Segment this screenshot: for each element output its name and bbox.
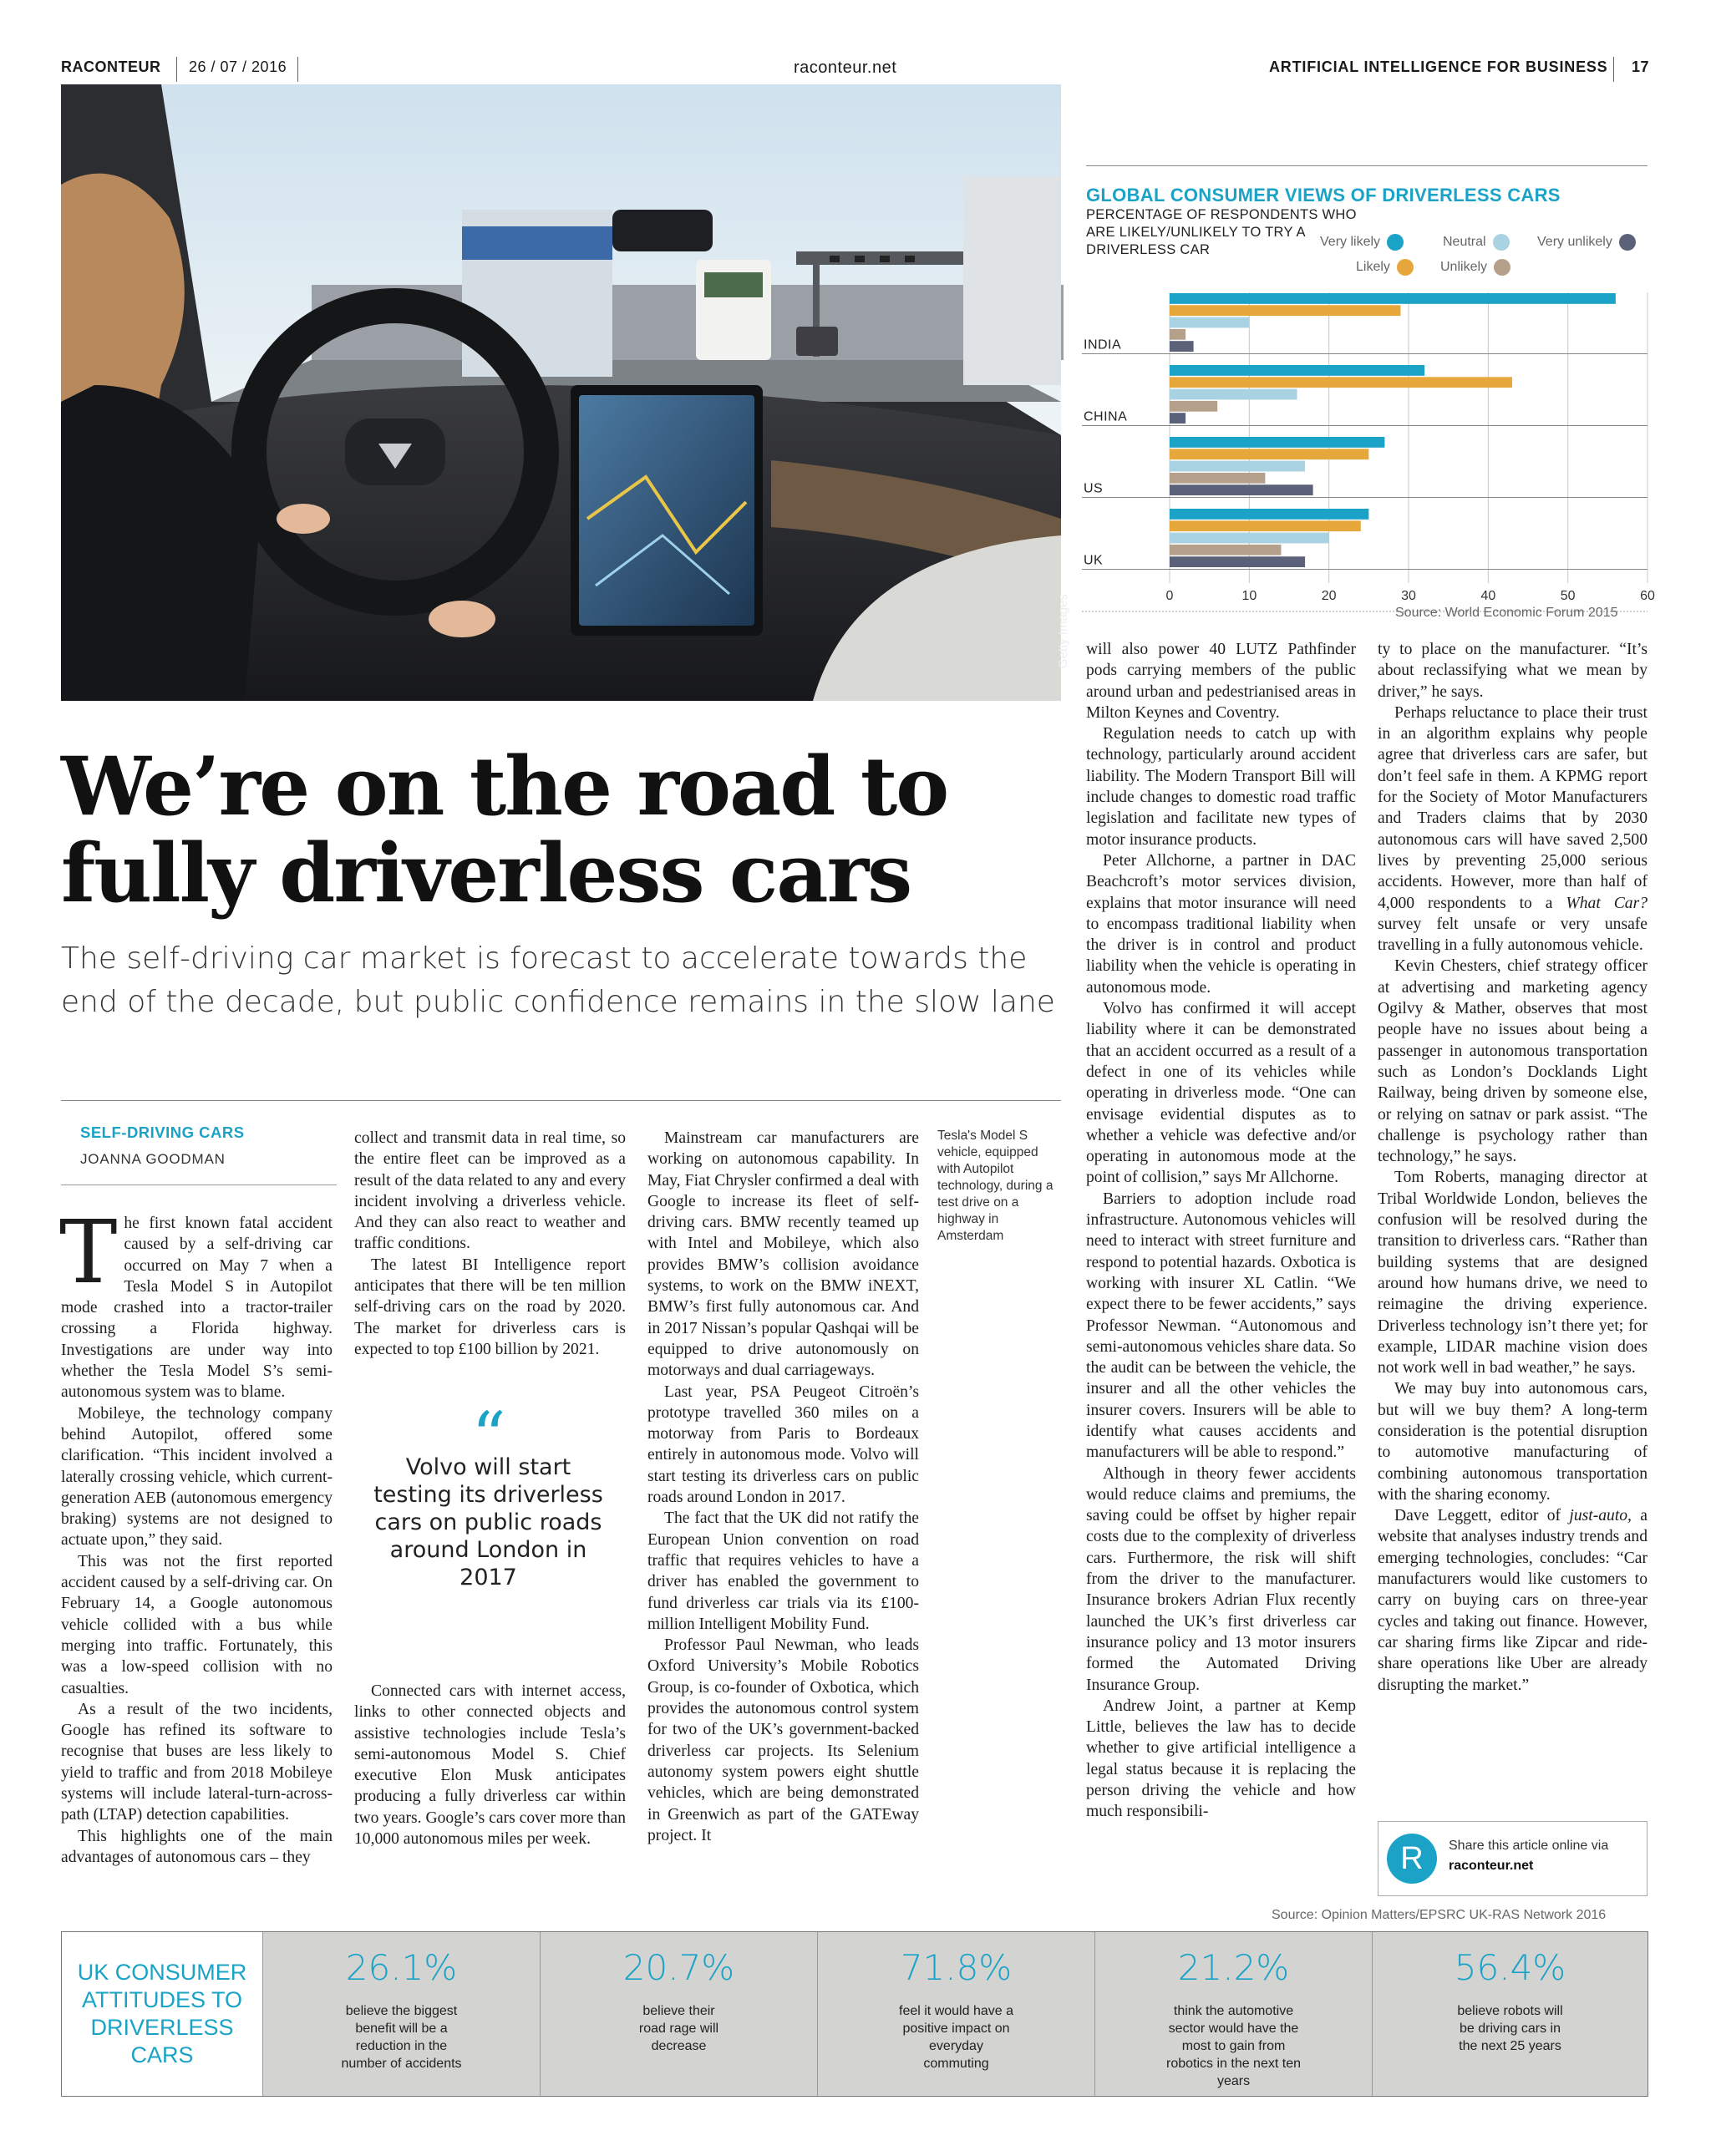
headline-line: We’re on the road to xyxy=(61,739,948,834)
legend-swatch xyxy=(1387,234,1404,251)
stat-text: think the automotive sector would have the most to gain from robotics in the next ten years xyxy=(1166,2004,1301,2088)
bar xyxy=(1170,461,1305,472)
stat-item xyxy=(1372,1932,1648,2096)
x-tick-label: 60 xyxy=(1640,589,1655,603)
paragraph: Although in theory fewer accidents would reduce claims and premiums, the saving could be offset by higher repair costs due to the complexity of driverless cars. Furthermore, the risk will shift from the driver to the manufacturer. Insurance brokers Adrian Flux recently launched the UK’s first driverless car insurance policy and 13 motor insurers formed the Automated Driving Insurance Group. xyxy=(1086,1464,1356,1694)
bar xyxy=(1170,556,1305,567)
x-tick-label: 40 xyxy=(1480,589,1496,603)
stat-text: believe their road rage will decrease xyxy=(638,2004,719,2053)
stats-source: Source: Opinion Matters/EPSRC UK-RAS Network 2016 xyxy=(1272,1908,1607,1922)
category-label: US xyxy=(1084,481,1104,496)
stat-item xyxy=(817,1932,1094,2096)
paragraph: Connected cars with internet access, links to other connected objects and assistive technologies include Tesla’s semi-autonomous Model S. Chief executive Elon Musk anticipates producing a fully driverless car within two years. Google’s cars cover more than 10,000 autonomous miles per week. xyxy=(354,1682,626,1849)
paragraph: Barriers to adoption include road infrastructure. Autonomous vehicles will need to interact with street furniture and respond to potential hazards. Oxbotica is working with insurer XL Catlin. “We expect there to be fewer accidents,” says Professor Newman. “Autonomous and semi-autonomous vehicles share data. So the audit can be between the vehicle, the insurer and all the other vehicles the insurer covers. Insurers will be able to identify what causes accidents and manufacturers will be able to respond.” xyxy=(1086,1190,1356,1462)
byline-topic: SELF-DRIVING CARS xyxy=(80,1124,245,1141)
stats-label: UK CONSUMER ATTITUDES TO DRIVERLESS CARS xyxy=(62,1932,262,2096)
paragraph: This was not the first reported accident caused by a self-driving car. On February 14, a Google autonomous vehicle collided with a bus while merging into traffic. Fortunately, this was a low-speed collision with no casualties. xyxy=(61,1552,333,1697)
paragraph: Dave Leggett, editor of just-auto, a website that analyses industry trends and emerging technologies, concludes: “Car manufacturers would like customers to carry on buying cars on three-year cycles and taking out finance. However, car sharing firms like Zipcar and ride-share operations like Uber are already disrupting the market.” xyxy=(1378,1507,1648,1694)
bar xyxy=(1170,545,1281,555)
stat-text: believe robots will be driving cars in the next 25 years xyxy=(1457,2004,1563,2053)
chart-subtitle: PERCENTAGE OF RESPONDENTS WHO ARE LIKELY/UNLIKELY TO TRY A DRIVERLESS CAR xyxy=(1086,207,1357,257)
paragraph: he first known fatal accident caused by a self-driving car occurred on May 7 when a Tesla Model S in Autopilot mode crashed into a tractor-trailer crossing a Florida highway. Investigations are under way into whether the Tesla Model S’s semi-autonomous system was to blame. xyxy=(61,1215,333,1402)
stat-value: 56.4% xyxy=(1454,1947,1566,1988)
bar xyxy=(1170,341,1194,352)
legend-very-likely: Very likely xyxy=(1320,234,1404,251)
legend-likely: Likely xyxy=(1356,259,1414,276)
car-interior-illustration xyxy=(61,84,1061,701)
bar xyxy=(1170,484,1313,495)
chart-title: GLOBAL CONSUMER VIEWS OF DRIVERLESS CARS xyxy=(1086,185,1561,205)
brand-name: RACONTEUR xyxy=(61,58,161,75)
hero-photo xyxy=(61,84,1070,701)
paragraph: The latest BI Intelligence report anticipates that there will be ten million self-driving cars on the road by 2020. The market for driverless cars is expected to top £100 billion by 2021. xyxy=(354,1256,626,1358)
bar xyxy=(1170,365,1424,376)
bar xyxy=(1170,377,1512,388)
issue-date: 26 / 07 / 2016 xyxy=(189,58,287,75)
stat-value: 26.1% xyxy=(345,1947,458,1988)
bar xyxy=(1170,401,1217,412)
bar xyxy=(1170,305,1400,316)
section-title: ARTIFICIAL INTELLIGENCE FOR BUSINESS xyxy=(1269,58,1608,75)
bar xyxy=(1170,293,1616,304)
paragraph: will also power 40 LUTZ Pathfinder pods carrying members of the public around urban and pedestrianised areas in Milton Keynes and Coventry. xyxy=(1086,641,1356,722)
bar xyxy=(1170,533,1329,544)
share-link[interactable]: raconteur.net xyxy=(1449,1859,1534,1873)
category-label: CHINA xyxy=(1084,409,1128,424)
bar xyxy=(1170,329,1186,340)
section-divider xyxy=(61,1100,1061,1101)
article-column-4 xyxy=(1086,639,1356,1823)
paragraph: ty to place on the manufacturer. “It’s about reclassifying what we mean by driver,” he says. xyxy=(1378,641,1648,701)
site-url[interactable]: raconteur.net xyxy=(794,58,897,77)
byline-author: JOANNA GOODMAN xyxy=(80,1151,226,1167)
quote-icon: “ xyxy=(471,1398,506,1475)
stat-text: believe the biggest benefit will be a reduction in the number of accidents xyxy=(341,2004,462,2071)
stats-panel xyxy=(61,1931,1648,2097)
paragraph: Mobileye, the technology company behind Autopilot, offered some clarification. “This incident involved a laterally crossing vehicle, which current-generation AEB (autonomous emergency braking) systems are not designed to actuate upon,” they said. xyxy=(61,1404,333,1550)
paragraph: The fact that the UK did not ratify the European Union convention on road traffic that requires vehicles to have a driver has enabled the government to fund driverless car trials via its £100-million Intelligent Mobility Fund. xyxy=(647,1509,919,1633)
stat-item xyxy=(540,1932,817,2096)
pull-quote: Volvo will start testing its driverless cars on public roads around London in 2017 xyxy=(373,1454,603,1590)
share-box[interactable] xyxy=(1378,1821,1648,1896)
bar xyxy=(1170,449,1368,459)
page-number: 17 xyxy=(1632,58,1650,75)
stat-text: feel it would have a positive impact on everyday commuting xyxy=(899,2004,1013,2071)
paragraph: Kevin Chesters, chief strategy officer at advertising and marketing agency Ogilvy & Mather, observes that most people have no issues about being a passenger in autonomous transportation such as London’s Docklands Light Railway, being driven by someone else, or relying on satnav or park assist. “The challenge is psychology rather than technology,” he says. xyxy=(1378,957,1648,1166)
paragraph: This highlights one of the main advantages of autonomous cars – they xyxy=(61,1827,333,1866)
stat-value: 20.7% xyxy=(622,1947,735,1988)
legend-very-unlikely: Very unlikely xyxy=(1537,234,1636,251)
legend-swatch xyxy=(1493,234,1510,251)
article-column-2 xyxy=(354,1128,626,1360)
paragraph: Peter Allchorne, a partner in DAC Beachcroft’s motor services division, explains that motor insurance will need to encompass traditional liability when the driver is in control and product liability when the vehicle is operating in autonomous mode. xyxy=(1086,851,1356,997)
paragraph: Perhaps reluctance to place their trust in an algorithm explains why people agree that driverless cars are safer, but don’t feel safe in them. A KPMG report for the Society of Motor Manufacturers and Traders claims that by 2030 autonomous cars will have saved 2,500 lives by preventing 25,000 serious accidents. However, more than half of 4,000 respondents to a What Car? survey felt unsafe or very unsafe travelling in a fully autonomous vehicle. xyxy=(1378,703,1648,955)
paragraph: Andrew Joint, a partner at Kemp Little, believes the law has to decide whether to give artificial intelligence a legal status because it is replacing the person driving the vehicle and how much responsibili- xyxy=(1086,1697,1356,1821)
header-divider xyxy=(1613,57,1614,82)
category-label: UK xyxy=(1084,553,1104,568)
header-divider xyxy=(297,57,298,82)
article-column-5 xyxy=(1378,639,1648,1696)
legend-swatch xyxy=(1619,234,1636,251)
header-divider xyxy=(176,57,177,82)
photo-caption: Tesla's Model S vehicle, equipped with Autopilot technology, during a test drive on a highway in Amsterdam xyxy=(937,1129,1054,1243)
article-column-3 xyxy=(647,1128,919,1846)
x-tick-label: 30 xyxy=(1401,589,1416,603)
drop-cap: T xyxy=(59,1201,118,1303)
stat-item xyxy=(1094,1932,1372,2096)
standfirst: The self-driving car market is forecast to accelerate towards the end of the decade, but public confidence remains in the slow lane xyxy=(61,941,1055,1019)
paragraph: Professor Paul Newman, who leads Oxford University’s Mobile Robotics Group, is co-founder of Oxbotica, which provides the autonomous control system for two of the UK’s government-backed driverless car projects. Its Selenium autonomy system powers eight shuttle vehicles, which are being demonstrated in Greenwich as part of the GATEway project. It xyxy=(647,1636,919,1844)
legend-neutral: Neutral xyxy=(1443,234,1510,251)
legend-swatch xyxy=(1494,259,1510,276)
x-tick-label: 0 xyxy=(1165,589,1174,603)
headline xyxy=(61,739,1064,921)
legend-unlikely: Unlikely xyxy=(1440,259,1510,276)
bar xyxy=(1170,473,1265,484)
stat-value: 71.8% xyxy=(900,1947,1013,1988)
article-column-2-continued xyxy=(354,1681,626,1849)
chart-top-rule xyxy=(1086,165,1648,166)
paragraph: We may buy into autonomous cars, but will we buy them? A long-term consideration is the potential disruption to automotive manufacturing of combining autonomous transportation with the sharing economy. xyxy=(1378,1380,1648,1504)
x-tick-label: 20 xyxy=(1321,589,1337,603)
chart-source: Source: World Economic Forum 2015 xyxy=(1395,606,1618,620)
raconteur-logo-icon: R xyxy=(1387,1834,1437,1884)
bar xyxy=(1170,389,1297,400)
paragraph: Tom Roberts, managing director at Tribal Worldwide London, believes the confusion will be resolved during the transition to driverless cars. “Rather than building systems that are designed around how humans drive, we need to reimagine the driving experience. Driverless technology isn’t there yet; for example, LIDAR machine vision does not work well in bad weather,” he says. xyxy=(1378,1169,1648,1377)
bar-chart xyxy=(1082,284,1658,635)
bar xyxy=(1170,437,1384,448)
bar xyxy=(1170,509,1368,520)
paragraph: Last year, PSA Peugeot Citroën’s prototype travelled 360 miles on a motorway from Paris to Bordeaux entirely in autonomous mode. Volvo will start testing its driverless cars on public roads around London in 2017. xyxy=(647,1382,919,1507)
x-tick-label: 10 xyxy=(1241,589,1257,603)
article-column-1 xyxy=(59,1201,333,1868)
stat-item xyxy=(262,1932,540,2096)
paragraph: Mainstream car manufacturers are working on autonomous capability. In May, Fiat Chrysler confirmed a deal with Google to increase its fleet of self-driving cars. BMW recently teamed up with Intel and Mobileye, which also provides BMW’s collision avoidance systems, to work on the BMW iNEXT, BMW’s first fully autonomous car. And in 2017 Nissan’s popular Qashqai will be equipped to drive autonomously on motorways and dual carriageways. xyxy=(647,1129,919,1380)
paragraph: As a result of the two incidents, Google has refined its software to recognise that buses are less likely to yield to traffic and from 2018 Mobileye systems will include lateral-turn-across-path (LTAP) detection capabilities. xyxy=(61,1700,333,1824)
photo-credit: Getty Images xyxy=(1056,594,1070,669)
bar xyxy=(1170,413,1186,424)
legend-swatch xyxy=(1397,259,1414,276)
bar xyxy=(1170,317,1249,328)
headline-line: fully driverless cars xyxy=(61,826,911,921)
stat-value: 21.2% xyxy=(1177,1947,1290,1988)
paragraph: Volvo has confirmed it will accept liability where it can be demonstrated that an accident occurred as a result of a defect in one of its vehicles while operating in driverless mode. “One can envisage evidential disputes as to whether a vehicle was defective and/or operating in autonomous mode at the point of collision,” says Mr Allchorne. xyxy=(1086,1000,1356,1187)
share-text: Share this article online via xyxy=(1449,1839,1609,1853)
paragraph: Regulation needs to catch up with technology, particularly around accident liability. The Modern Transport Bill will include changes to domestic road traffic legislation and facilitate new types of motor insurance products. xyxy=(1086,725,1356,849)
paragraph: collect and transmit data in real time, so the entire fleet can be improved as a result of the data related to any and every incident involving a driverless vehicle. And they can also react to weather and traffic conditions. xyxy=(354,1129,626,1253)
bar xyxy=(1170,520,1361,531)
category-label: INDIA xyxy=(1084,337,1122,353)
x-tick-label: 50 xyxy=(1560,589,1576,603)
